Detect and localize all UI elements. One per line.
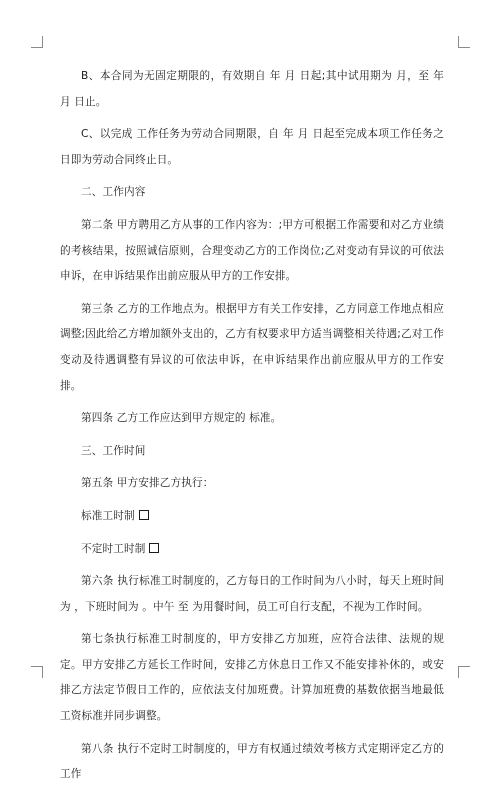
paragraph-article-7: 第七条执行标准工时制度的，甲方安排乙方加班，应符合法律、法规的规定。甲方安排乙方延长工作时间，安排乙方休息日工作又不能安排补休的，或安排乙方法定节假日工作的，应依法支付加班费。计算加班费的基数依据当地最低工资标准并同步调整。 [60,633,444,723]
section-heading-work-content: 二、工作内容 [81,186,146,199]
crop-mark-bottom-right [458,666,470,678]
crop-mark-top-left [31,36,43,48]
paragraph-article-6: 第六条 执行标准工时制度的，乙方每日的工作时间为八小时，每天上班时间为 ，下班时间为 。中午 至 为用餐时间，员工可自行支配，不视为工作时间。 [60,575,444,613]
crop-mark-top-right [458,36,470,48]
option-flexible-hours-label: 不定时工时制 [81,542,146,555]
paragraph-article-8: 第八条 执行不定时工时制度的，甲方有权通过绩效考核方式定期评定乙方的工作 [60,742,444,781]
paragraph-article-4: 第四条 乙方工作应达到甲方规定的 标准。 [81,412,282,425]
crop-mark-bottom-left [31,666,43,678]
flexible-hours-checkbox[interactable] [149,543,159,553]
standard-hours-checkbox[interactable] [139,510,149,520]
paragraph-contract-term-c: C、以完成 工作任务为劳动合同期限，自 年 月 日起至完成本项工作任务之日即为劳动合同终止日。 [60,128,444,166]
paragraph-contract-term-b: B、本合同为无固定期限的，有效期自 年 月 日起;其中试用期为 月，至 年 月 日止。 [60,70,444,108]
option-standard-hours-label: 标准工时制 [81,509,135,522]
paragraph-article-2: 第二条 甲方聘用乙方从事的工作内容为：;甲方可根据工作需要和对乙方业绩的考核结果，按照诚信原则，合理变动乙方的工作岗位;乙对变动有异议的可依法申诉，在申诉结果作出前应服从甲方的工作安排。 [60,218,444,283]
document-body [60,64,444,795]
option-flexible-hours [60,537,444,563]
paragraph-article-3: 第三条 乙方的工作地点为。根据甲方有关工作安排，乙方同意工作地点相应调整;因此给乙方增加额外支出的，乙方有权要求甲方适当调整相关待遇;乙对工作变动及待遇调整有异议的可依法申诉，在申诉结果作出前应服从甲方的工作安排。 [60,302,444,392]
option-standard-hours [60,504,444,530]
section-heading-work-time: 三、工作时间 [81,444,146,457]
paragraph-article-5: 第五条 甲方安排乙方执行： [81,477,214,490]
